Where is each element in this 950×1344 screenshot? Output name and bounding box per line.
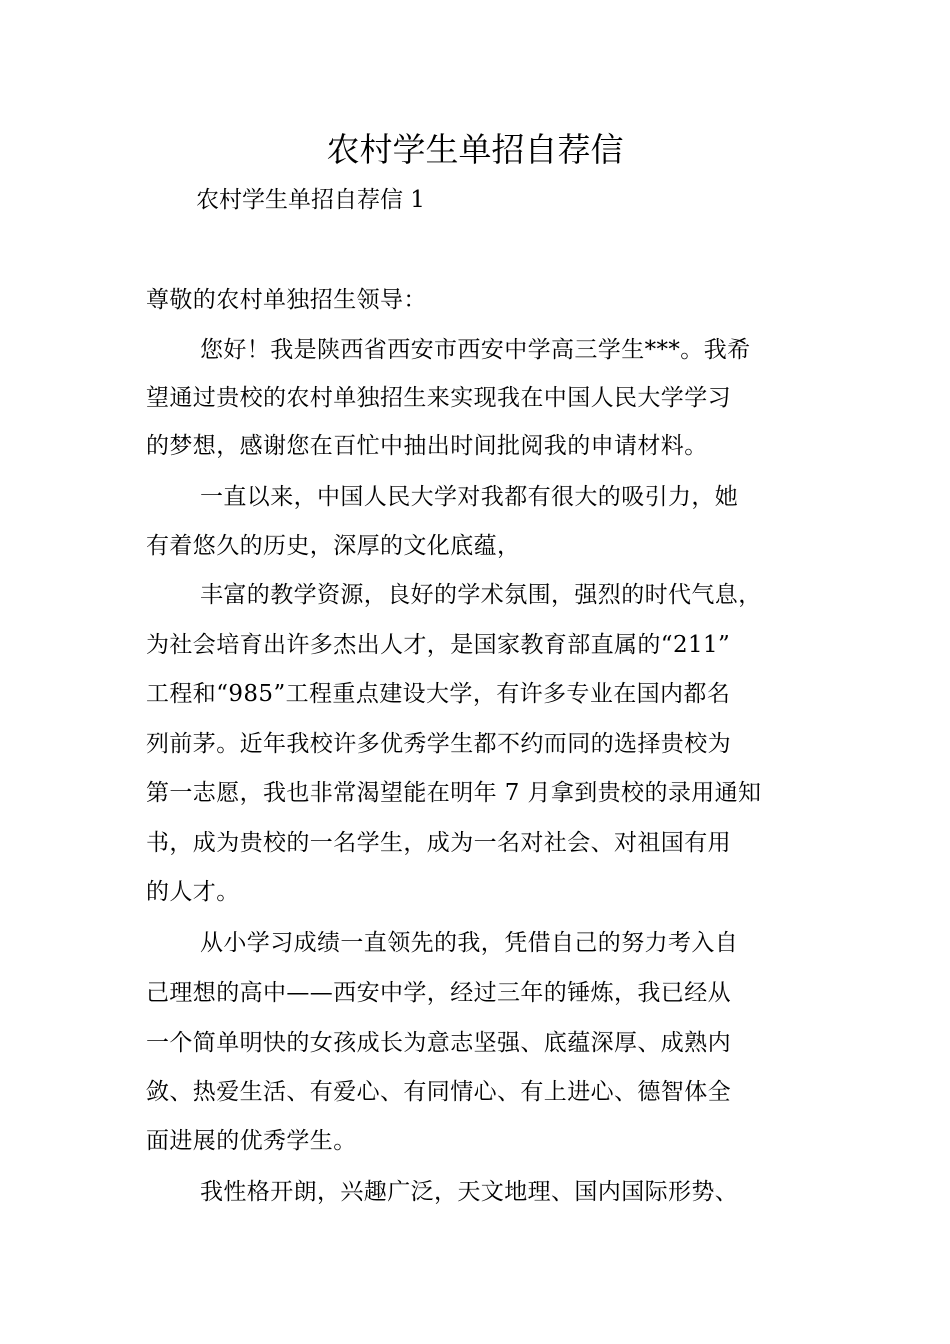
document-subtitle: 农村学生单招自荐信 1 <box>196 187 425 213</box>
body-line: 我性格开朗，兴趣广泛，天文地理、国内国际形势、 <box>200 1179 739 1205</box>
body-line: 一个简单明快的女孩成长为意志坚强、底蕴深厚、成熟内 <box>146 1030 731 1056</box>
body-line: 为社会培育出许多杰出人才，是国家教育部直属的“211” <box>146 632 731 658</box>
body-line: 第一志愿，我也非常渴望能在明年 7 月拿到贵校的录用通知 <box>146 780 762 806</box>
body-line: 己理想的高中——西安中学，经过三年的锤炼，我已经从 <box>146 980 731 1006</box>
body-line: 望通过贵校的农村单独招生来实现我在中国人民大学学习 <box>146 385 731 411</box>
body-line: 丰富的教学资源，良好的学术氛围，强烈的时代气息， <box>200 582 762 608</box>
body-line: 您好！我是陕西省西安市西安中学高三学生***。我希 <box>200 337 751 363</box>
body-line: 书，成为贵校的一名学生，成为一名对社会、对祖国有用 <box>146 830 731 856</box>
body-line: 的人才。 <box>146 879 240 905</box>
body-line: 从小学习成绩一直领先的我，凭借自己的努力考入自 <box>200 930 739 956</box>
body-line: 工程和“985”工程重点建设大学，有许多专业在国内都名 <box>146 681 731 707</box>
salutation-line: 尊敬的农村单独招生领导： <box>146 287 427 313</box>
body-line: 一直以来，中国人民大学对我都有很大的吸引力，她 <box>200 484 739 510</box>
document-title: 农村学生单招自荐信 <box>326 130 624 169</box>
body-line: 列前茅。近年我校许多优秀学生都不约而同的选择贵校为 <box>146 731 731 757</box>
body-line: 敛、热爱生活、有爱心、有同情心、有上进心、德智体全 <box>146 1079 731 1105</box>
body-line: 的梦想，感谢您在百忙中抽出时间批阅我的申请材料。 <box>146 433 708 459</box>
body-line: 面进展的优秀学生。 <box>146 1128 357 1154</box>
body-line: 有着悠久的历史，深厚的文化底蕴， <box>146 533 521 559</box>
